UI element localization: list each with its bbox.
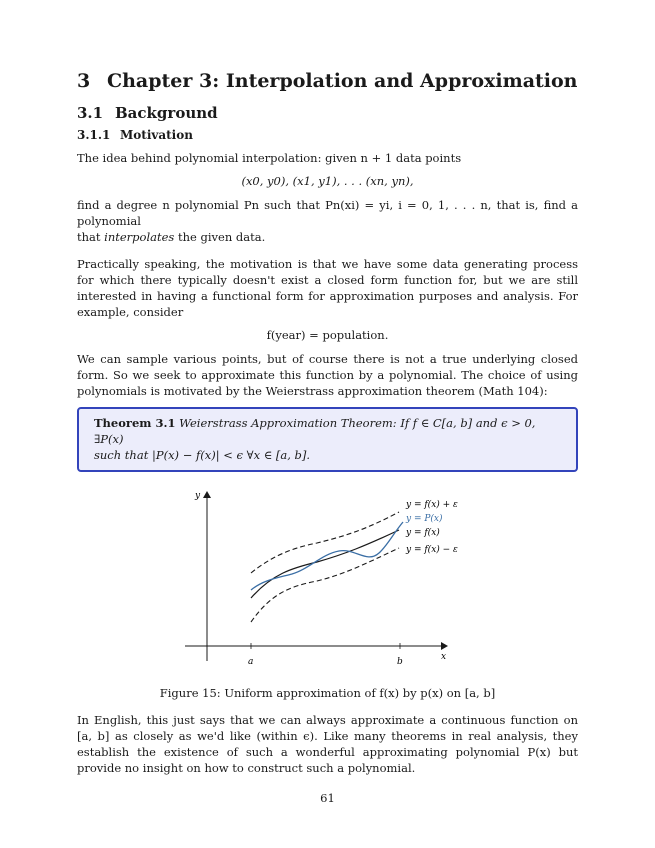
practical-paragraph: Practically speaking, the motivation is that we have some data generating process for which there typically doesn't exist a closed form function for, but we are still interested in having a functional form for approximation purposes and analysis. For example, consider [77, 257, 578, 319]
f-curve [251, 530, 399, 598]
theorem-box [77, 407, 578, 472]
upper-bound-curve [251, 512, 399, 573]
tick-a-label: a [248, 657, 254, 667]
chapter-heading [77, 70, 578, 92]
figure-caption: Figure 15: Uniform approximation of f(x) by p(x) on [a, b] [159, 686, 496, 700]
population-equation: f(year) = population. [266, 328, 389, 342]
english-paragraph: In English, this just says that we can always approximate a continuous function on [a, b] as closely as we'd like (within ϵ). Like many theorems in real analysis, they establish the existence of such a wonderful approximating polynomial P(x) but provide no insight on how to construct such a polynomial. [77, 713, 578, 775]
subsection-title: Motivation [120, 128, 193, 142]
polynomial-curve [251, 522, 403, 590]
intro-paragraph: The idea behind polynomial interpolation: given n + 1 data points [77, 151, 462, 165]
theorem-text [94, 415, 561, 463]
subsection-number: 3.1.1 [77, 128, 111, 142]
legend-f: y = f(x) [406, 528, 440, 538]
theorem-head: Theorem 3.1 [94, 416, 176, 430]
chapter-title: Chapter 3: Interpolation and Approximation [107, 70, 578, 92]
theorem-body-line-1: Weierstrass Approximation Theorem: If f ∈ C[a, b] and ϵ > 0, ∃P(x) [94, 416, 536, 446]
definition-emphasis: interpolates [104, 230, 175, 244]
legend-lower-bound: y = f(x) − ε [406, 545, 458, 555]
y-axis-label: y [195, 491, 201, 501]
approximation-plot [77, 486, 578, 676]
definition-line-1: find a degree n polynomial Pn such that Pn(xi) = yi, i = 0, 1, . . . n, that is, find a polynomial [77, 198, 578, 228]
legend-polynomial: y = P(x) [406, 514, 443, 524]
section-heading [77, 104, 578, 122]
sample-paragraph: We can sample various points, but of course there is not a true underlying closed form. So we seek to approximate this function by a polynomial. The choice of using polynomials is motivated by the Weierstrass approximation theorem (Math 104): [77, 352, 578, 398]
page-body [77, 70, 578, 776]
definition-line-2-pre: that [77, 230, 105, 244]
legend-upper-bound: y = f(x) + ε [406, 500, 458, 510]
tick-b-label: b [397, 657, 403, 667]
definition-line-2-post: the given data. [174, 230, 266, 244]
approximation-figure [77, 486, 578, 676]
section-title: Background [115, 104, 218, 122]
data-points-equation: (x0, y0), (x1, y1), . . . (xn, yn), [241, 174, 414, 188]
section-number: 3.1 [77, 104, 104, 122]
theorem-body-line-2: such that |P(x) − f(x)| < ϵ ∀x ∈ [a, b]. [94, 448, 311, 462]
page-number: 61 [320, 791, 335, 805]
interpolation-definition [77, 197, 578, 245]
x-axis-label: x [441, 652, 447, 662]
chapter-number: 3 [77, 70, 91, 92]
subsection-heading [77, 128, 578, 142]
